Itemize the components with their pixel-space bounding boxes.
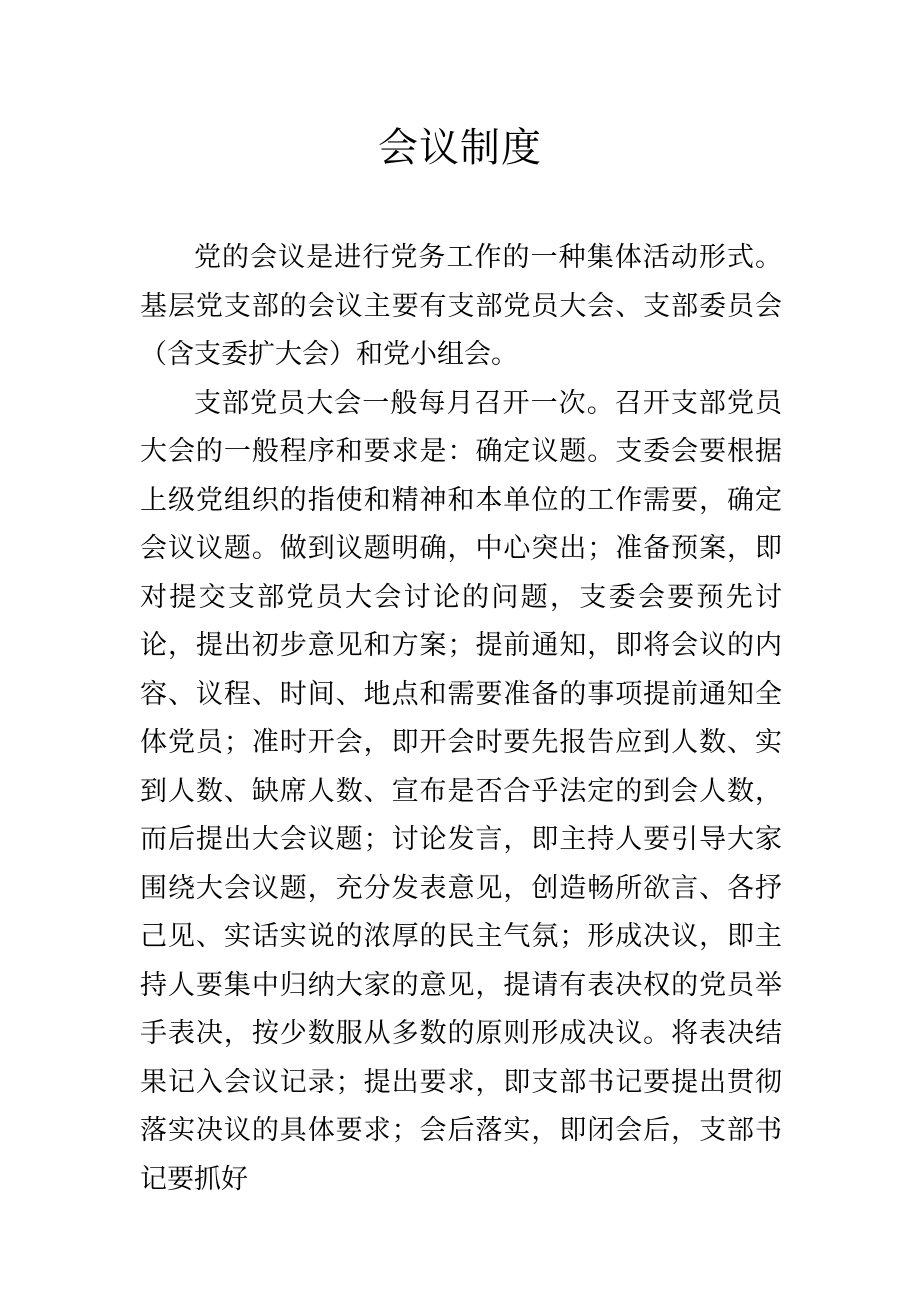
paragraph-branch-meeting: 支部党员大会一般每月召开一次。召开支部党员大会的一般程序和要求是：确定议题。支委会要根据上级党组织的指使和精神和本单位的工作需要，确定会议议题。做到议题明确，中心突出；准备预案，即对提交支部党员大会讨论的问题，支委会要预先讨论，提出初步意见和方案；提前通知，即将会议的内容、议程、时间、地点和需要准备的事项提前通知全体党员；准时开会，即开会时要先报告应到人数、实到人数、缺席人数、宣布是否合乎法定的到会人数，而后提出大会议题；讨论发言，即主持人要引导大家围绕大会议题，充分发表意见，创造畅所欲言、各抒己见、实话实说的浓厚的民主气氛；形成决议，即主持人要集中归纳大家的意见，提请有表决权的党员举手表决，按少数服从多数的原则形成决议。将表决结果记入会议记录；提出要求，即支部书记要提出贯彻落实决议的具体要求；会后落实，即闭会后，支部书记要抓好 xyxy=(140,387,782,1195)
document-title: 会议制度 xyxy=(378,125,542,171)
document-body xyxy=(140,234,782,1204)
paragraph-intro: 党的会议是进行党务工作的一种集体活动形式。基层党支部的会议主要有支部党员大会、支部委员会（含支委扩大会）和党小组会。 xyxy=(140,242,782,370)
